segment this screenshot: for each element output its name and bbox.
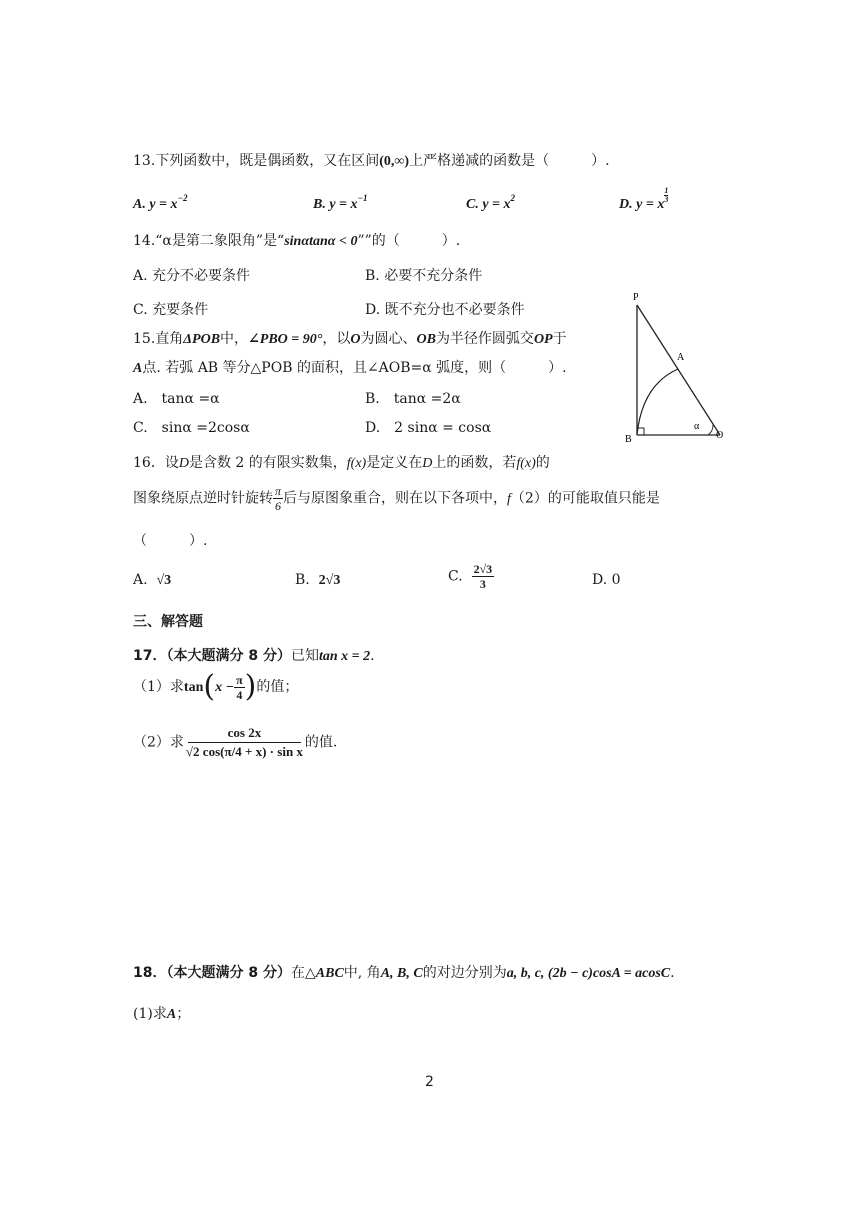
section-heading: 三、解答题 bbox=[133, 614, 203, 630]
q17-part2: （2）求 $\frac{\cos 2x}{\text{√2 cos(π/4 + x) · sin x}}$ 的值. bbox=[133, 725, 338, 759]
q14-stem: 14.“α是第二象限角”是“sinαtanα < 0””的（ ）. bbox=[133, 233, 461, 249]
q14-condition: sinαtanα < 0 bbox=[284, 234, 358, 249]
label-alpha: α bbox=[694, 421, 700, 432]
q13-option-b: B. $y = x^{-1}$ bbox=[313, 193, 368, 212]
q14-option-a: A. 充分不必要条件 bbox=[133, 268, 251, 284]
q18-stem: 18．（本大题满分 8 分）在△ABC中, 角A, B, C的对边分别为a, b, c, (2b − c)cosA = acosC. bbox=[133, 965, 675, 981]
q16-option-b: B. 2√3 bbox=[295, 572, 341, 588]
q13-option-d: D. y = x $\frac{1}{3}$ bbox=[619, 186, 669, 212]
q16-line1: 16．设D是含数 2 的有限实数集，f(x)是定义在D上的函数，若f(x)的 bbox=[133, 455, 550, 471]
q16-option-d: D. 0 bbox=[592, 572, 621, 588]
label-p: P bbox=[633, 292, 639, 303]
q13-stem-end: 上严格递减的函数是（ ）. bbox=[409, 153, 610, 169]
q17-part1: （1）求tan(x − $\frac{\pi}{4}$ )的值； bbox=[133, 669, 299, 704]
q16-line2: 图象绕原点逆时针旋转 $\frac{\pi}{6}$ 后与原图象重合，则在以下各项中，f（2）的可能取值只能是 bbox=[133, 484, 660, 513]
q14-option-d: D. 既不充分也不必要条件 bbox=[365, 302, 525, 318]
q14-option-c: C. 充要条件 bbox=[133, 302, 209, 318]
q13-stem bbox=[133, 150, 610, 170]
q13-interval: (0,∞) bbox=[379, 154, 410, 169]
q18-part1: (1)求A； bbox=[133, 1006, 191, 1022]
q13-option-c: C. $y = x^2$ bbox=[466, 193, 516, 212]
q16-option-c: C. $\frac{2√3}{3}$ bbox=[448, 562, 493, 591]
q16-line3: （ ）. bbox=[133, 533, 208, 549]
q15-line2: A点. 若弧 AB 等分△POB 的面积，且∠AOB=α 弧度，则（ ）. bbox=[133, 360, 567, 376]
q16-option-a: A. √3 bbox=[133, 572, 172, 588]
label-a: A bbox=[677, 352, 685, 363]
q15-option-d: D. 2 sinα = cosα bbox=[365, 420, 492, 436]
label-o: O bbox=[716, 430, 724, 441]
q13-stem-text: 13.下列函数中，既是偶函数，又在区间 bbox=[133, 153, 380, 169]
label-b: B bbox=[625, 434, 632, 445]
q15-triangle-figure bbox=[620, 290, 730, 450]
page-number: 2 bbox=[425, 1074, 434, 1090]
q15-option-a: A. tanα =α bbox=[133, 391, 220, 407]
q15-option-b: B. tanα =2α bbox=[365, 391, 461, 407]
q14-option-b: B. 必要不充分条件 bbox=[365, 268, 483, 284]
q15-line1: 15.直角ΔPOB中，∠PBO = 90°，以O为圆心、OB为半径作圆弧交OP于 bbox=[133, 331, 567, 347]
q17-stem: 17．（本大题满分 8 分）已知tan x = 2. bbox=[133, 648, 375, 664]
q13-option-a: A. $y = x^{-2}$ bbox=[133, 193, 188, 212]
q15-option-c: C. sinα =2cosα bbox=[133, 420, 250, 436]
